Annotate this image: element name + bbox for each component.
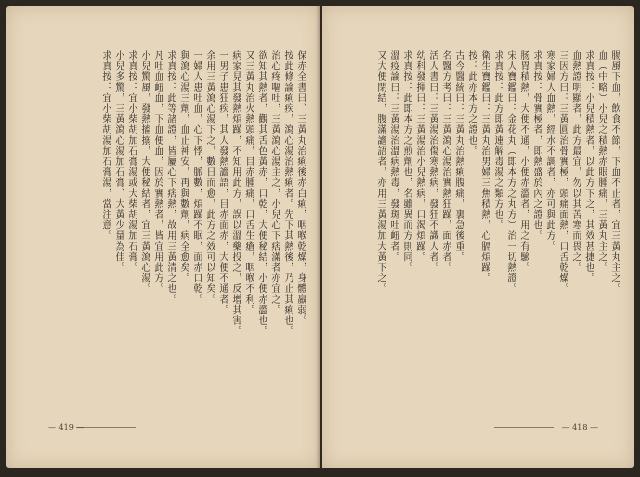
text-column: 寒家婦人血熱，經水不調者，亦可與此方。	[544, 50, 555, 252]
text-column: 求真按：宜小柴胡湯加石膏湯，當注意。	[100, 50, 111, 241]
text-column: 保赤全書曰、三黃丸治痢後赤白痢，咽喉乾燥，身體羸弱。	[295, 50, 306, 326]
text-column: 腸風下血，飲食不節，下血不止者，宜三黃丸主之。	[609, 50, 620, 294]
footer-rule	[494, 427, 554, 428]
text-column: 求真按：小兒積熱者，以此方下之，其效甚捷也。	[583, 50, 594, 284]
text-column: 血（中略）小兒之積熱赤眼腫痛，三黃丸主之。	[596, 50, 607, 273]
text-column: 宋人寶鑑曰：金花丸（即本方之丸方）治一切熱證。	[505, 50, 516, 294]
page-number: — 419 —	[48, 423, 85, 432]
text-column: 血熱證明顯者，此方最宜，勿以其苦寒而畏之。	[570, 50, 581, 273]
text-column: 與瀉心湯三劑，血止神安，再與數劑，病全愈矣。	[178, 50, 189, 284]
text-column: 欲知其熱者，觀其舌色黃赤，口乾，大便秘結，小便赤澀也。	[256, 50, 267, 337]
text-column: 又大便閉結，腹滿譫語者，亦用三黃湯加大黃下之。	[375, 50, 386, 294]
text-column: 求真按：此方即黃連解毒湯之類方也。	[492, 50, 503, 231]
text-column: 小兒多驚，三黃瀉心湯加石膏、大黃少量為佳。	[113, 50, 124, 273]
text-column: 三因方曰：三黃圓治骨實極，頭痛面熱，口舌乾燥。	[557, 50, 568, 294]
left-page-text	[24, 50, 306, 424]
text-column: 治心疼嘔吐，三黃瀉心湯主之，小兒心下痞滿者亦宜之。	[269, 50, 280, 315]
left-page	[6, 6, 320, 468]
text-column: 一婦人患吐血，心下悸，脈數，煩躁不眠，面赤口乾。	[191, 50, 202, 305]
text-column: 小兒驚風，發熱搐搦，大便秘結者，宜三黃瀉心湯。	[139, 50, 150, 294]
page-number: — 418 —	[561, 423, 598, 432]
text-column: 衛生寶鑑曰：三黃丸治男婦三焦積熱，心膈煩躁。	[479, 50, 490, 284]
text-column: 凡吐血衄血，下血便血，因於實熱者，皆宜用此方。	[152, 50, 163, 294]
right-page-text	[342, 50, 620, 424]
text-column: 肠胃積熱，大便不通，小便赤澀者，用之有驗。	[518, 50, 529, 273]
text-column: 活人書曰：三黃湯治傷寒熱病，發狂不識人者。	[427, 50, 438, 273]
text-column: 溫疫論曰：三黃湯治溫病熱毒，發斑吐衄者。	[388, 50, 399, 262]
right-page	[322, 6, 634, 468]
footer-rule	[76, 427, 136, 428]
text-column: 余用三黃瀉心湯下之，數日而愈，此方之效可以知矣。	[204, 50, 215, 305]
text-column: 病家見其發熱煩躁，不知用此方，誤以溫藥投之，反增其害。	[230, 50, 241, 337]
text-column: 求真按：宜小柴胡加石膏湯或大柴胡湯加石膏。	[126, 50, 137, 273]
text-column: 一男子患狂疾，其人發熱譫語，目赤面赤，大便不通者。	[217, 50, 228, 315]
text-column: 幼科發揮曰：三黃湯治小兒熱病，口渴煩躁。	[414, 50, 425, 262]
text-column: 按：此亦本方之證也。	[466, 50, 477, 156]
text-column: 求真按：此即本方之煎劑也，名雖異而方則同。	[401, 50, 412, 273]
text-column: 按此條論痢疾，瀉心湯治熱痢者。先下其熱後，乃止其痢也。	[282, 50, 293, 337]
text-column: 求真按：骨實極者，即熱盛於內之證也。	[531, 50, 542, 241]
text-column: 求真按：此等諸證，皆屬心下痞熱，故用三黃清之也。	[165, 50, 176, 305]
text-column: 名醫方考曰：三黃瀉心湯治實熱狂躁，面赤者。	[440, 50, 451, 273]
text-column: 又三黃丸治火熱頭痛，目赤腫痛，口舌生瘡，咽喉不利。	[243, 50, 254, 315]
text-column: 古今醫統曰：三黃丸治熱痢腹痛，裏急後重。	[453, 50, 464, 262]
